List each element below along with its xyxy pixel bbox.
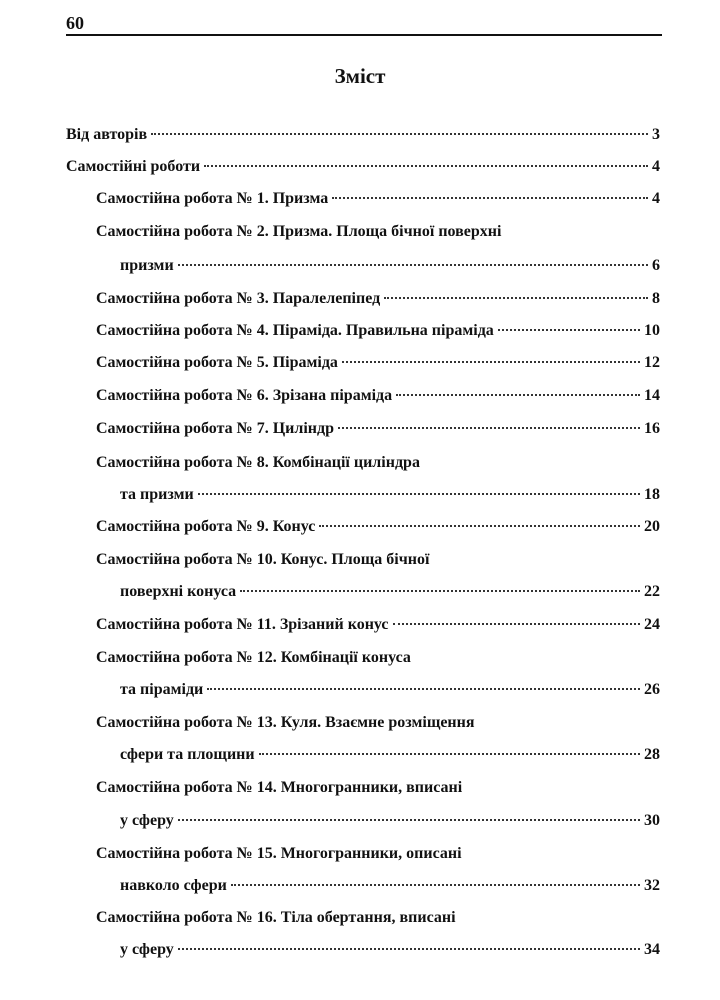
toc-page-number: 14 bbox=[644, 387, 660, 404]
toc-entry-title: поверхні конуса bbox=[120, 583, 237, 600]
toc-entry-title: Самостійна робота № 5. Піраміда bbox=[96, 354, 338, 371]
toc-entry-title-line1: Самостійна робота № 16. Тіла обертання, вписані bbox=[96, 909, 456, 926]
toc-page-number: 4 bbox=[652, 190, 660, 207]
toc-entry-title-line1: Самостійна робота № 13. Куля. Взаємне розміщення bbox=[96, 714, 475, 731]
toc-entry-title: навколо сфери bbox=[120, 877, 227, 894]
dot-leader bbox=[332, 197, 648, 199]
toc-page-number: 32 bbox=[644, 877, 660, 894]
toc-page-number: 4 bbox=[652, 158, 660, 175]
toc-entry-title: у сферу bbox=[120, 812, 174, 829]
toc-entry-title: Самостійна робота № 6. Зрізана піраміда bbox=[96, 387, 393, 404]
toc-entry-title-line1: Самостійна робота № 15. Многогранники, описані bbox=[96, 845, 462, 862]
toc-entry bbox=[120, 744, 660, 766]
toc-entry bbox=[96, 516, 660, 538]
toc-entry-title: Від авторів bbox=[66, 126, 148, 143]
toc-entry-title: Самостійні роботи bbox=[66, 158, 201, 175]
toc-entry-title: Самостійна робота № 7. Циліндр bbox=[96, 420, 334, 437]
toc-page-number: 10 bbox=[644, 322, 660, 339]
toc-entry bbox=[66, 156, 660, 178]
toc-page-number: 16 bbox=[644, 420, 660, 437]
toc-entry-title: призми bbox=[120, 257, 174, 274]
toc-page-number: 34 bbox=[644, 941, 660, 958]
dot-leader bbox=[198, 493, 640, 495]
dot-leader bbox=[396, 394, 640, 396]
page-number: 60 bbox=[66, 13, 84, 33]
toc-entry-title: Самостійна робота № 9. Конус bbox=[96, 518, 316, 535]
toc-entry-title: Самостійна робота № 11. Зрізаний конус bbox=[96, 616, 389, 633]
toc-page-number: 30 bbox=[644, 812, 660, 829]
toc-entry-title: Самостійна робота № 1. Призма bbox=[96, 190, 329, 207]
dot-leader bbox=[178, 264, 648, 266]
toc-entry bbox=[120, 679, 660, 701]
toc-entry-title-line1: Самостійна робота № 12. Комбінації конуса bbox=[96, 649, 411, 666]
toc-entry bbox=[96, 352, 660, 374]
toc-entry bbox=[120, 581, 660, 603]
toc-page-number: 18 bbox=[644, 486, 660, 503]
toc-entry-title-line1: Самостійна робота № 10. Конус. Площа бічної bbox=[96, 551, 430, 568]
toc-page-number: 8 bbox=[652, 290, 660, 307]
toc-entry bbox=[96, 188, 660, 210]
toc-entry-title: та піраміди bbox=[120, 681, 204, 698]
toc-entry-title: сфери та площини bbox=[120, 746, 255, 763]
toc-entry bbox=[120, 939, 660, 961]
dot-leader bbox=[231, 884, 640, 886]
dot-leader bbox=[393, 623, 640, 625]
toc-entry-title: Самостійна робота № 3. Паралелепіпед bbox=[96, 290, 381, 307]
toc-page-number: 6 bbox=[652, 257, 660, 274]
dot-leader bbox=[319, 525, 640, 527]
dot-leader bbox=[342, 361, 640, 363]
toc-entry-title-line1: Самостійна робота № 2. Призма. Площа бічної поверхні bbox=[96, 223, 502, 240]
toc-entry-title-line1: Самостійна робота № 14. Многогранники, вписані bbox=[96, 779, 463, 796]
dot-leader bbox=[178, 948, 640, 950]
toc-page-number: 3 bbox=[652, 126, 660, 143]
toc-entry bbox=[120, 810, 660, 832]
dot-leader bbox=[240, 590, 640, 592]
toc-entry-title: у сферу bbox=[120, 941, 174, 958]
dot-leader bbox=[338, 427, 640, 429]
toc-entry bbox=[96, 320, 660, 342]
toc-page-number: 28 bbox=[644, 746, 660, 763]
toc-page-number: 22 bbox=[644, 583, 660, 600]
toc-entry bbox=[96, 288, 660, 310]
toc-entry-title: Самостійна робота № 4. Піраміда. Правильна піраміда bbox=[96, 322, 494, 339]
toc-entry bbox=[120, 875, 660, 897]
toc-entry bbox=[96, 418, 660, 440]
toc-page-number: 12 bbox=[644, 354, 660, 371]
dot-leader bbox=[498, 329, 640, 331]
toc-entry bbox=[120, 484, 660, 506]
dot-leader bbox=[384, 297, 648, 299]
toc-page-number: 26 bbox=[644, 681, 660, 698]
toc-entry-title: та призми bbox=[120, 486, 194, 503]
dot-leader bbox=[178, 819, 640, 821]
toc-page-number: 24 bbox=[644, 616, 660, 633]
toc-entry bbox=[66, 124, 660, 146]
dot-leader bbox=[207, 688, 640, 690]
dot-leader bbox=[151, 133, 648, 135]
toc-entry bbox=[96, 614, 660, 636]
toc-entry bbox=[120, 255, 660, 277]
toc-entry-title-line1: Самостійна робота № 8. Комбінації циліндра bbox=[96, 454, 420, 471]
page-title: Зміст bbox=[334, 64, 386, 88]
toc-page-number: 20 bbox=[644, 518, 660, 535]
toc-entry bbox=[96, 385, 660, 407]
dot-leader bbox=[204, 165, 648, 167]
dot-leader bbox=[259, 753, 640, 755]
